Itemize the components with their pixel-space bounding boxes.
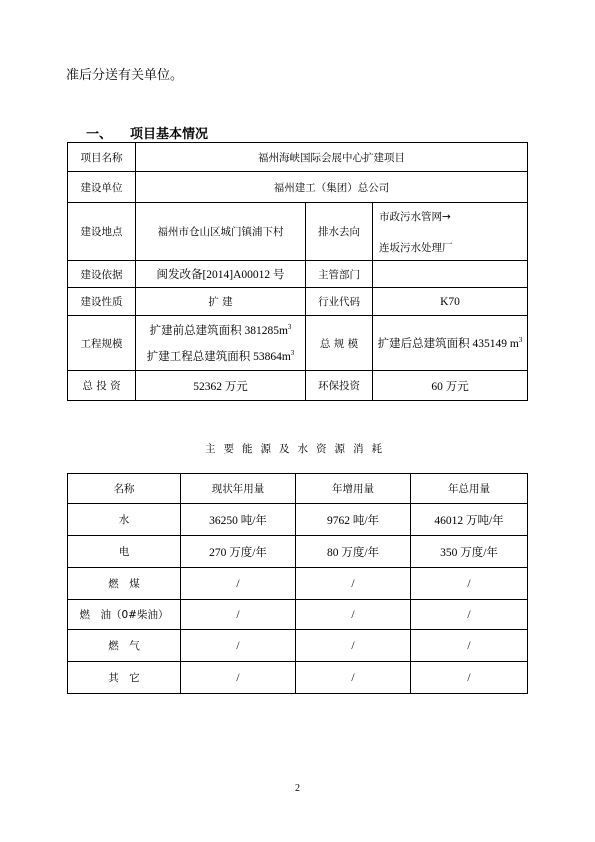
row-increase: / (296, 630, 411, 662)
scale-expansion-text: 扩建工程总建筑面积 53864m (146, 351, 291, 363)
row-increase: / (296, 662, 411, 694)
section-heading (86, 123, 208, 142)
location-label: 建设地点 (68, 203, 136, 261)
table-row (68, 662, 528, 694)
header-current: 现状年用量 (181, 474, 296, 504)
row-increase: 9762 吨/年 (296, 504, 411, 536)
project-name-label: 项目名称 (68, 143, 136, 172)
drainage-destination (373, 203, 528, 261)
total-scale (373, 316, 528, 371)
nature: 扩 建 (136, 288, 306, 316)
table-row (68, 203, 528, 261)
drainage-line-1: 市政污水管网→ (379, 210, 451, 223)
row-current: 36250 吨/年 (181, 504, 296, 536)
row-current: / (181, 662, 296, 694)
env-investment-label: 环保投资 (306, 371, 373, 401)
table-row (68, 288, 528, 316)
scale-before (138, 322, 303, 338)
row-name: 电 (68, 536, 181, 568)
table-row (68, 504, 528, 536)
table-row (68, 316, 528, 371)
env-investment: 60 万元 (373, 371, 528, 401)
table-header-row (68, 474, 528, 504)
row-total: / (411, 568, 528, 600)
table-row (68, 630, 528, 662)
row-total: 46012 万吨/年 (411, 504, 528, 536)
row-increase: / (296, 568, 411, 600)
row-current: / (181, 600, 296, 630)
row-increase: 80 万度/年 (296, 536, 411, 568)
investment: 52362 万元 (136, 371, 306, 401)
total-scale-unit-sup: 3 (518, 336, 523, 345)
row-increase: / (296, 600, 411, 630)
table-row (68, 536, 528, 568)
row-total: / (411, 662, 528, 694)
table-row (68, 568, 528, 600)
header-total: 年总用量 (411, 474, 528, 504)
builder-label: 建设单位 (68, 172, 136, 203)
scale-before-unit-sup: 3 (287, 323, 292, 332)
header-increase: 年增用量 (296, 474, 411, 504)
authority (373, 261, 528, 288)
page-number: 2 (295, 783, 300, 794)
row-name: 其 它 (68, 662, 181, 694)
section-title: 项目基本情况 (130, 127, 209, 142)
scale-values (136, 316, 306, 371)
project-info-table (67, 142, 528, 401)
row-name: 燃 油（0#柴油） (68, 600, 181, 630)
drainage-line-2: 连坂污水处理厂 (379, 241, 453, 254)
row-total: / (411, 600, 528, 630)
intro-text: 准后分送有关单位。 (66, 68, 184, 83)
builder: 福州建工（集团）总公司 (136, 172, 528, 203)
industry-label: 行业代码 (306, 288, 373, 316)
header-name: 名称 (68, 474, 181, 504)
row-name: 燃 气 (68, 630, 181, 662)
section-number: 一、 (86, 127, 113, 142)
scale-expansion (138, 348, 303, 364)
consumption-table (67, 473, 528, 694)
investment-label: 总 投 资 (68, 371, 136, 401)
total-scale-text: 扩建后总建筑面积 435149 m (377, 338, 519, 350)
table-row (68, 371, 528, 401)
nature-label: 建设性质 (68, 288, 136, 316)
project-name: 福州海峡国际会展中心扩建项目 (136, 143, 528, 172)
table-row (68, 172, 528, 203)
row-total: / (411, 630, 528, 662)
row-current: / (181, 630, 296, 662)
basis-label: 建设依据 (68, 261, 136, 288)
total-scale-label: 总 规 模 (306, 316, 373, 371)
row-total: 350 万度/年 (411, 536, 528, 568)
table-row (68, 143, 528, 172)
location: 福州市仓山区城门镇浦下村 (136, 203, 306, 261)
table-row (68, 261, 528, 288)
row-current: 270 万度/年 (181, 536, 296, 568)
row-current: / (181, 568, 296, 600)
scale-expansion-unit-sup: 3 (290, 349, 295, 358)
consumption-title: 主要能源及水资源消耗 (205, 443, 390, 455)
drainage-label: 排水去向 (306, 203, 373, 261)
basis: 闽发改备[2014]A00012 号 (136, 261, 306, 288)
scale-before-text: 扩建前总建筑面积 381285m (149, 325, 288, 337)
authority-label: 主管部门 (306, 261, 373, 288)
table-row (68, 600, 528, 630)
scale-label: 工程规模 (68, 316, 136, 371)
row-name: 水 (68, 504, 181, 536)
row-name: 燃 煤 (68, 568, 181, 600)
industry-code: K70 (373, 288, 528, 316)
